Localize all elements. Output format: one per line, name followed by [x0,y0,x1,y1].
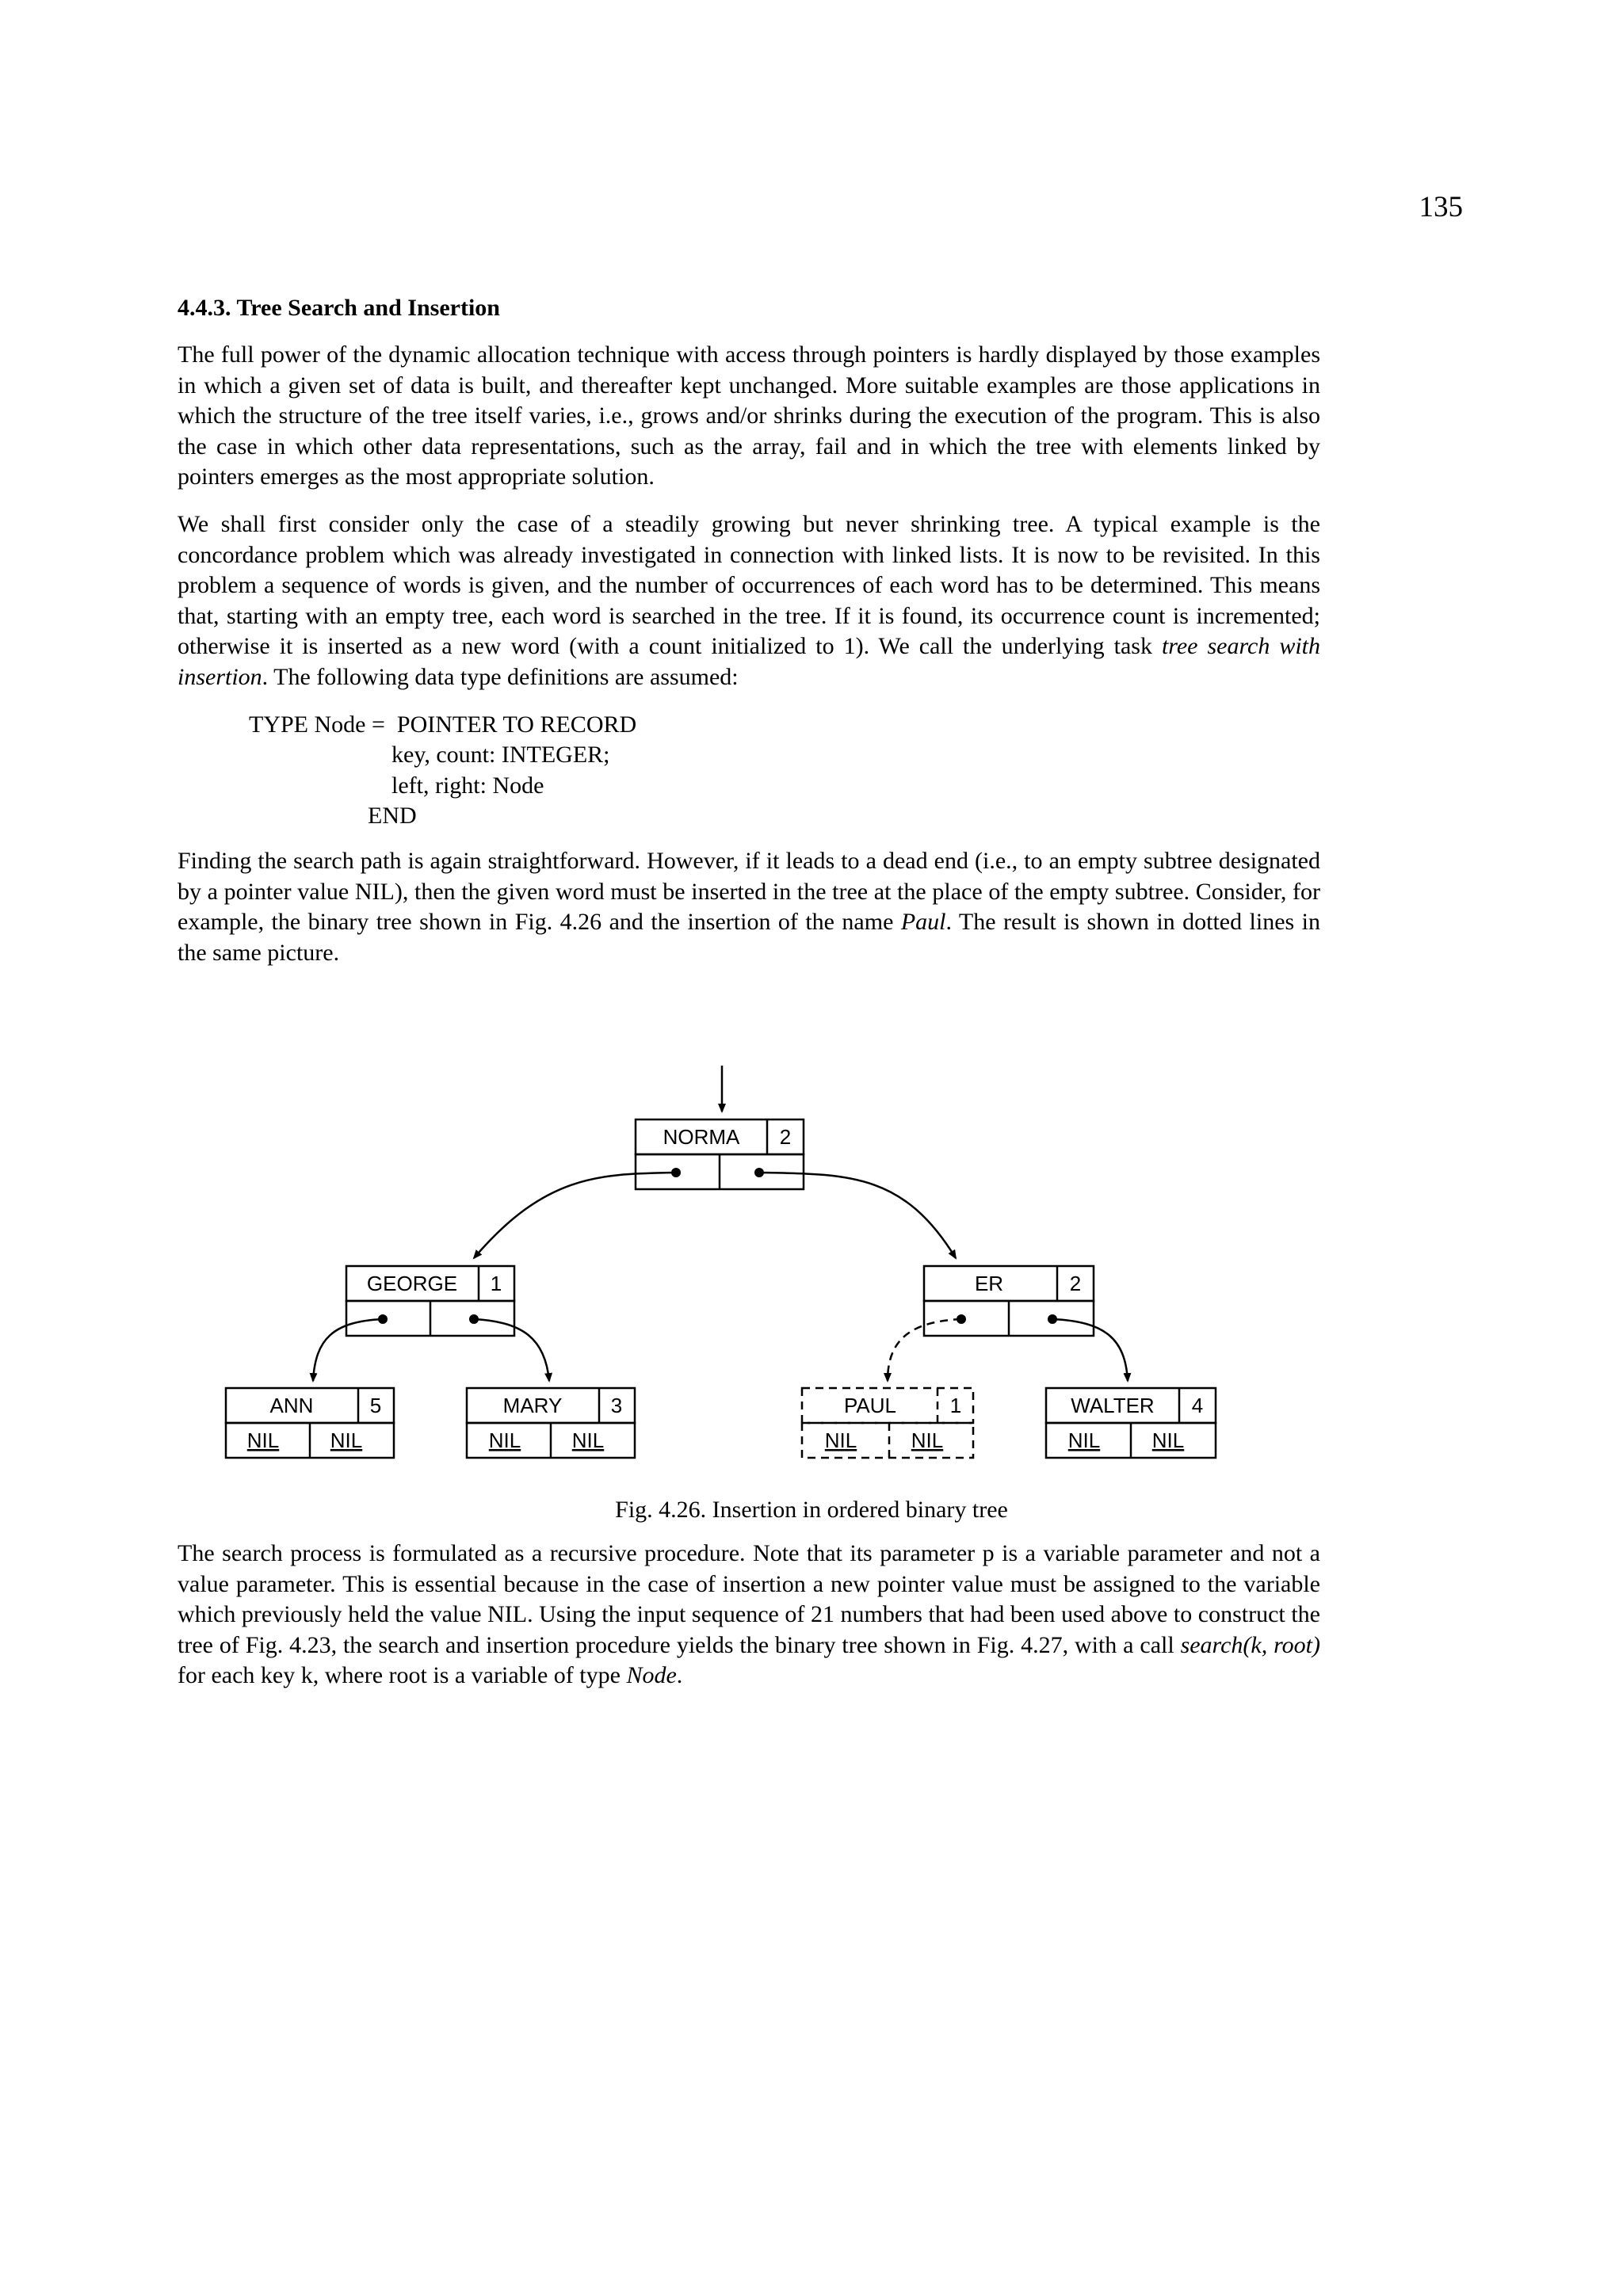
node-left-nil: NIL [1067,1428,1101,1452]
paragraph-2-text-end: . The following data type definitions are assumed: [262,663,739,690]
edge-george-ann [313,1319,383,1381]
node-walter [1046,1388,1216,1458]
node-key: ER [974,1272,1004,1295]
section-title: Tree Search and Insertion [236,295,500,321]
paragraph-1: The full power of the dynamic allocation technique with access through pointers is hardly displayed by those examples in which a given set of data is built, and thereafter kept unchanged. More suitable examples are those applications in which the structure of the tree itself varies, i.e., grows and/or shrinks during the execution of the program. This is also the case in which other data representations, such as the array, fail and in which the tree with elements linked by pointers emerges as the most appropriate solution. [178,341,1320,490]
node-left-nil: NIL [488,1428,521,1452]
paragraph-4 [178,1539,1320,1691]
binary-tree-diagram [0,1054,1623,1529]
paragraph-4-text-end: . [676,1662,683,1689]
paragraph-3-emphasis: Paul [900,909,946,936]
main-text [178,293,1320,985]
section-heading [178,293,1320,323]
node-count: 2 [779,1125,792,1149]
node-mary [467,1388,635,1458]
node-count: 5 [369,1394,382,1417]
edge-george-mary [474,1319,549,1381]
paragraph-3 [178,846,1320,968]
page-number: 135 [1419,191,1463,223]
node-right-nil: NIL [330,1428,363,1452]
paragraph-4-text: The search process is formulated as a recursive procedure. Note that its parameter p is a variable parameter and not a value parameter. This is essential because in the case of insertion a new pointer value must be assigned to the variable which previously held the value NIL. Using the input sequence of 21 numbers that had been used above to construct the tree of Fig. 4.23, the search and insertion procedure yields the binary tree shown in Fig. 4.27, with a call [178,1540,1320,1658]
main-text-continued [178,1539,1320,1708]
node-left-nil: NIL [824,1428,857,1452]
code-line: key, count: INTEGER; [249,742,610,769]
paragraph-3-text: Finding the search path is again straightforward. However, if it leads to a dead end (i.e., to an empty subtree designated by a pointer value NIL), then the given word must be inserted in the tree at the place of the empty subtree. Consider, for example, the binary tree shown in Fig. 4.26 and the insertion of the name [178,847,1320,936]
node-key: WALTER [1071,1394,1155,1417]
node-key: ANN [269,1394,314,1417]
node-count: 3 [610,1394,623,1417]
node-count: 2 [1069,1272,1082,1295]
node-george [346,1266,514,1336]
edge-er-walter [1052,1319,1128,1381]
node-norma [636,1119,804,1189]
paragraph-3-text-end: . The result is shown in dotted lines in the same picture. [178,909,1320,966]
code-line: TYPE Node = POINTER TO RECORD [249,711,637,738]
node-left-nil: NIL [246,1428,280,1452]
node-count: 1 [490,1272,502,1295]
edge-norma-er [759,1173,956,1258]
tree-figure [0,1054,1623,1529]
node-key: PAUL [844,1394,896,1417]
section-number: 4.4.3. [178,295,231,321]
paragraph-2 [178,509,1320,693]
edge-norma-george [474,1173,676,1258]
node-ann [226,1388,394,1458]
node-key: MARY [502,1394,563,1417]
paragraph-4-emphasis-type: Node [626,1662,677,1689]
node-paul [802,1388,973,1458]
figure-caption: Fig. 4.26. Insertion in ordered binary tree [615,1497,1008,1523]
node-right-nil: NIL [571,1428,605,1452]
node-er [924,1266,1094,1336]
node-right-nil: NIL [1151,1428,1185,1452]
node-key: GEORGE [366,1272,458,1295]
paragraph-2-text: We shall first consider only the case of a steadily growing but never shrinking tree. A typical example is the concordance problem which was already investigated in connection with linked lists. It is now to be revisited. In this problem a sequence of words is given, and the number of occurrences of each word has to be determined. This means that, starting with an empty tree, each word is searched in the tree. If it is found, its occurrence count is incremented; otherwise it is inserted as a new word (with a count initialized to 1). We call the underlying task [178,510,1320,660]
paragraph-4-emphasis-call: search(k, root) [1180,1631,1320,1658]
code-line: left, right: Node [249,772,544,799]
node-count: 4 [1191,1394,1204,1417]
node-key: NORMA [663,1125,740,1149]
node-right-nil: NIL [911,1428,944,1452]
type-definition [249,710,1320,832]
paragraph-4-text-middle: for each key k, where root is a variable of type [178,1662,627,1689]
code-line: END [249,803,417,830]
paragraph-2-emphasis: tree search with insertion [178,633,1320,690]
node-count: 1 [949,1394,962,1417]
